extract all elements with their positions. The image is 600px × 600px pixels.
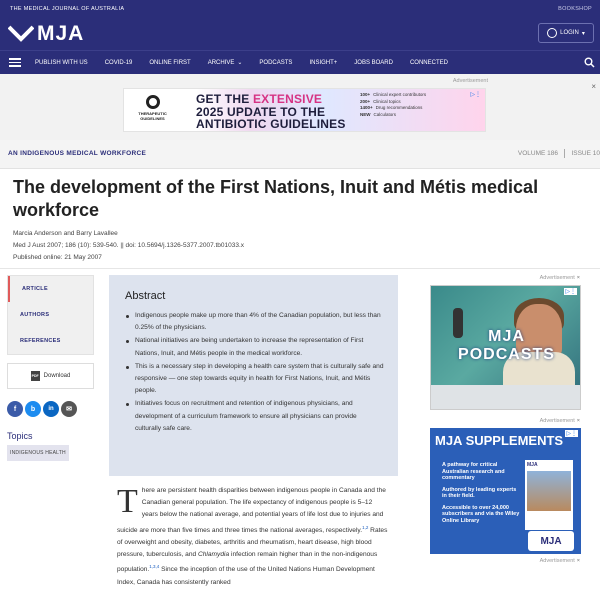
body-text: Since the inception of the use of the United Nations Human Development Index, Canada has consistently ranked [117,566,375,586]
abstract-list [125,310,384,435]
article-meta [13,228,244,264]
journal-cover [525,460,573,530]
tab-references[interactable]: REFERENCES [20,338,61,344]
reference-link[interactable]: 1,2 [362,524,369,530]
ad-label: Advertisement [539,558,575,564]
chevron-down-icon: ▾ [581,30,585,37]
bluesky-icon[interactable]: b [25,401,41,417]
topics-heading: Topics [7,431,33,441]
nav-connected[interactable]: CONNECTED [409,59,448,66]
mja-logo[interactable] [8,23,84,44]
ad-label-row [430,558,582,568]
abstract-point: This is a necessary step in developing a health care system that is culturally safe and responsive — one step towards equity in health for First Nations, Inuit, and Métis people. [125,361,384,398]
stat-text: Calculators [373,111,397,117]
mja-supplements-ad[interactable] [430,428,581,554]
ad-label: Advertisement [539,275,575,281]
divider [564,149,565,158]
supp-point: Authored by leading experts in their field. [442,486,517,499]
ad-head3: ANTIBIOTIC GUIDELINES [196,117,346,131]
bookshop-link[interactable]: BOOKSHOP [558,5,592,12]
tab-article[interactable]: ARTICLE [8,276,93,302]
section-tabs [7,275,94,355]
stat-number: 1400+ [360,105,373,111]
cover-image [527,471,571,511]
tab-authors[interactable]: AUTHORS [20,312,50,318]
facebook-icon[interactable]: f [7,401,23,417]
download-label: Download [43,373,71,379]
article-body [117,485,390,589]
citation: Med J Aust 2007; 186 (10): 539-540. || doi: 10.5694/j.1326-5377.2007.tb01033.x [13,242,245,249]
photo-desk [431,385,581,409]
email-icon[interactable]: ✉ [61,401,77,417]
podcast-title-2: PODCASTS [458,346,555,363]
search-icon[interactable] [584,57,595,68]
top-bar [0,0,600,17]
close-icon[interactable]: × [591,82,596,91]
ad-head1: GET THE [196,92,250,106]
chevron-logo-icon [8,24,34,44]
close-icon[interactable]: × [576,418,580,424]
issue-label[interactable]: ISSUE 10 [571,150,600,157]
nav-archive[interactable]: ARCHIVE [207,59,235,66]
stat-text: Clinical expert contributors [373,92,427,97]
ad-label-row [430,418,582,428]
chevron-down-icon[interactable]: ⌄ [237,60,243,66]
stat-number: 100+ [360,92,371,97]
stat-text: Drug recommendations [375,105,423,111]
user-circle-icon [547,28,557,38]
divider [0,268,600,269]
adchoices-icon[interactable]: ▷⋮ [566,431,577,437]
nav-jobs-board[interactable]: JOBS BOARD [354,59,393,66]
antibiotic-guidelines-ad[interactable] [123,88,486,132]
topic-tag[interactable]: INDIGENOUS HEALTH [7,445,69,461]
cover-title: MJA [527,462,538,468]
close-icon[interactable]: × [576,275,580,281]
body-text: infection remain higher than in the non-indigenous population. [117,551,378,574]
article-sidebar [7,275,94,461]
close-icon[interactable]: × [576,558,580,564]
login-label: LOGIN [560,30,579,36]
ad-headline [196,93,346,131]
ad-label: Advertisement [452,78,488,84]
nav-insight[interactable]: INSIGHT+ [309,59,338,66]
ad-stats [360,92,426,118]
article-title: The development of the First Nations, Inuit and Métis medical workforce [13,177,539,220]
mja-logo-badge: MJA [528,531,574,551]
nav-podcasts[interactable]: PODCASTS [259,59,293,66]
podcast-title-1: MJA [488,328,525,345]
ad-head2: 2025 UPDATE TO THE [196,104,326,119]
nav-online-first[interactable]: ONLINE FIRST [149,59,191,66]
share-buttons [7,401,94,417]
therapeutic-guidelines-logo [130,95,175,121]
ad-head1-bold: EXTENSIVE [252,92,323,106]
supplements-title: MJA SUPPLEMENTS [435,433,564,448]
journal-name[interactable]: THE MEDICAL JOURNAL OF AUSTRALIA [10,5,125,12]
brand-bar [0,17,600,50]
stat-number: NEW [360,111,371,117]
abstract-point: Initiatives focus on recruitment and retention of indigenous physicians, and development of a curriculum framework to ensure all physicians can provide culturally safe care. [125,398,384,435]
mja-podcasts-ad[interactable] [430,285,581,410]
published-date: Published online: 21 May 2007 [13,254,102,261]
logo-text: MJA [37,22,85,45]
linkedin-icon[interactable]: in [43,401,59,417]
supp-point: Accessible to over 24,000 subscribers and via the Wiley Online Library [442,504,520,524]
abstract-point: Indigenous people make up more than 4% of the Canadian population, but less than 0.25% of the physicians. [125,310,384,334]
ad-label: Advertisement [539,418,575,424]
volume-label[interactable]: VOLUME 186 [517,150,558,157]
article-category-bar [0,140,600,169]
adchoices-icon[interactable]: ▷⋮ [470,92,481,98]
ad-label-row [430,275,582,285]
menu-icon[interactable] [9,56,21,69]
ad-brand-line2: GUIDELINES [140,116,165,121]
nav-covid[interactable]: COVID-19 [104,59,133,66]
stat-number: 200+ [360,98,371,104]
drop-cap: T [117,483,138,520]
adchoices-icon[interactable]: ▷⋮ [565,289,576,295]
abstract-box [109,275,398,476]
main-nav [0,50,600,74]
abstract-title: Abstract [125,290,166,302]
authors[interactable]: Marcia Anderson and Barry Lavallee [13,230,118,237]
login-button[interactable] [538,23,594,43]
supplements-points [442,462,522,529]
ad-brand-line1: THERAPEUTIC [138,111,167,116]
body-text: here are persistent health disparities between indigenous people in Canada and the Canadian general population. The life expectancy of indigenous people is 5–12 years below the national average, and potential years of life lost due to injuries and suicide are more than five times and three times the national averages, respectively. [117,487,386,534]
tg-circle-icon [146,95,160,109]
supp-point: A pathway for critical Australian research and commentary [442,462,505,481]
pdf-icon: PDF [31,371,40,381]
body-italic: Chlamydia [198,551,230,559]
reference-link[interactable]: 1,3,4 [149,564,160,570]
article-category[interactable]: AN INDIGENOUS MEDICAL WORKFORCE [8,150,147,157]
nav-publish[interactable]: PUBLISH WITH US [35,59,88,66]
right-ads [430,275,582,568]
body-text: Rates of overweight and obesity, diabetes, arthritis and rheumatism, heart disease, high blood pressure, tuberculosis, and [117,526,388,559]
stat-text: Clinical topics [373,98,401,104]
download-button[interactable] [7,363,94,389]
abstract-point: National initiatives are being undertaken to increase the representation of First Nations, Inuit, and Métis people in the medical workforce. [125,335,384,359]
